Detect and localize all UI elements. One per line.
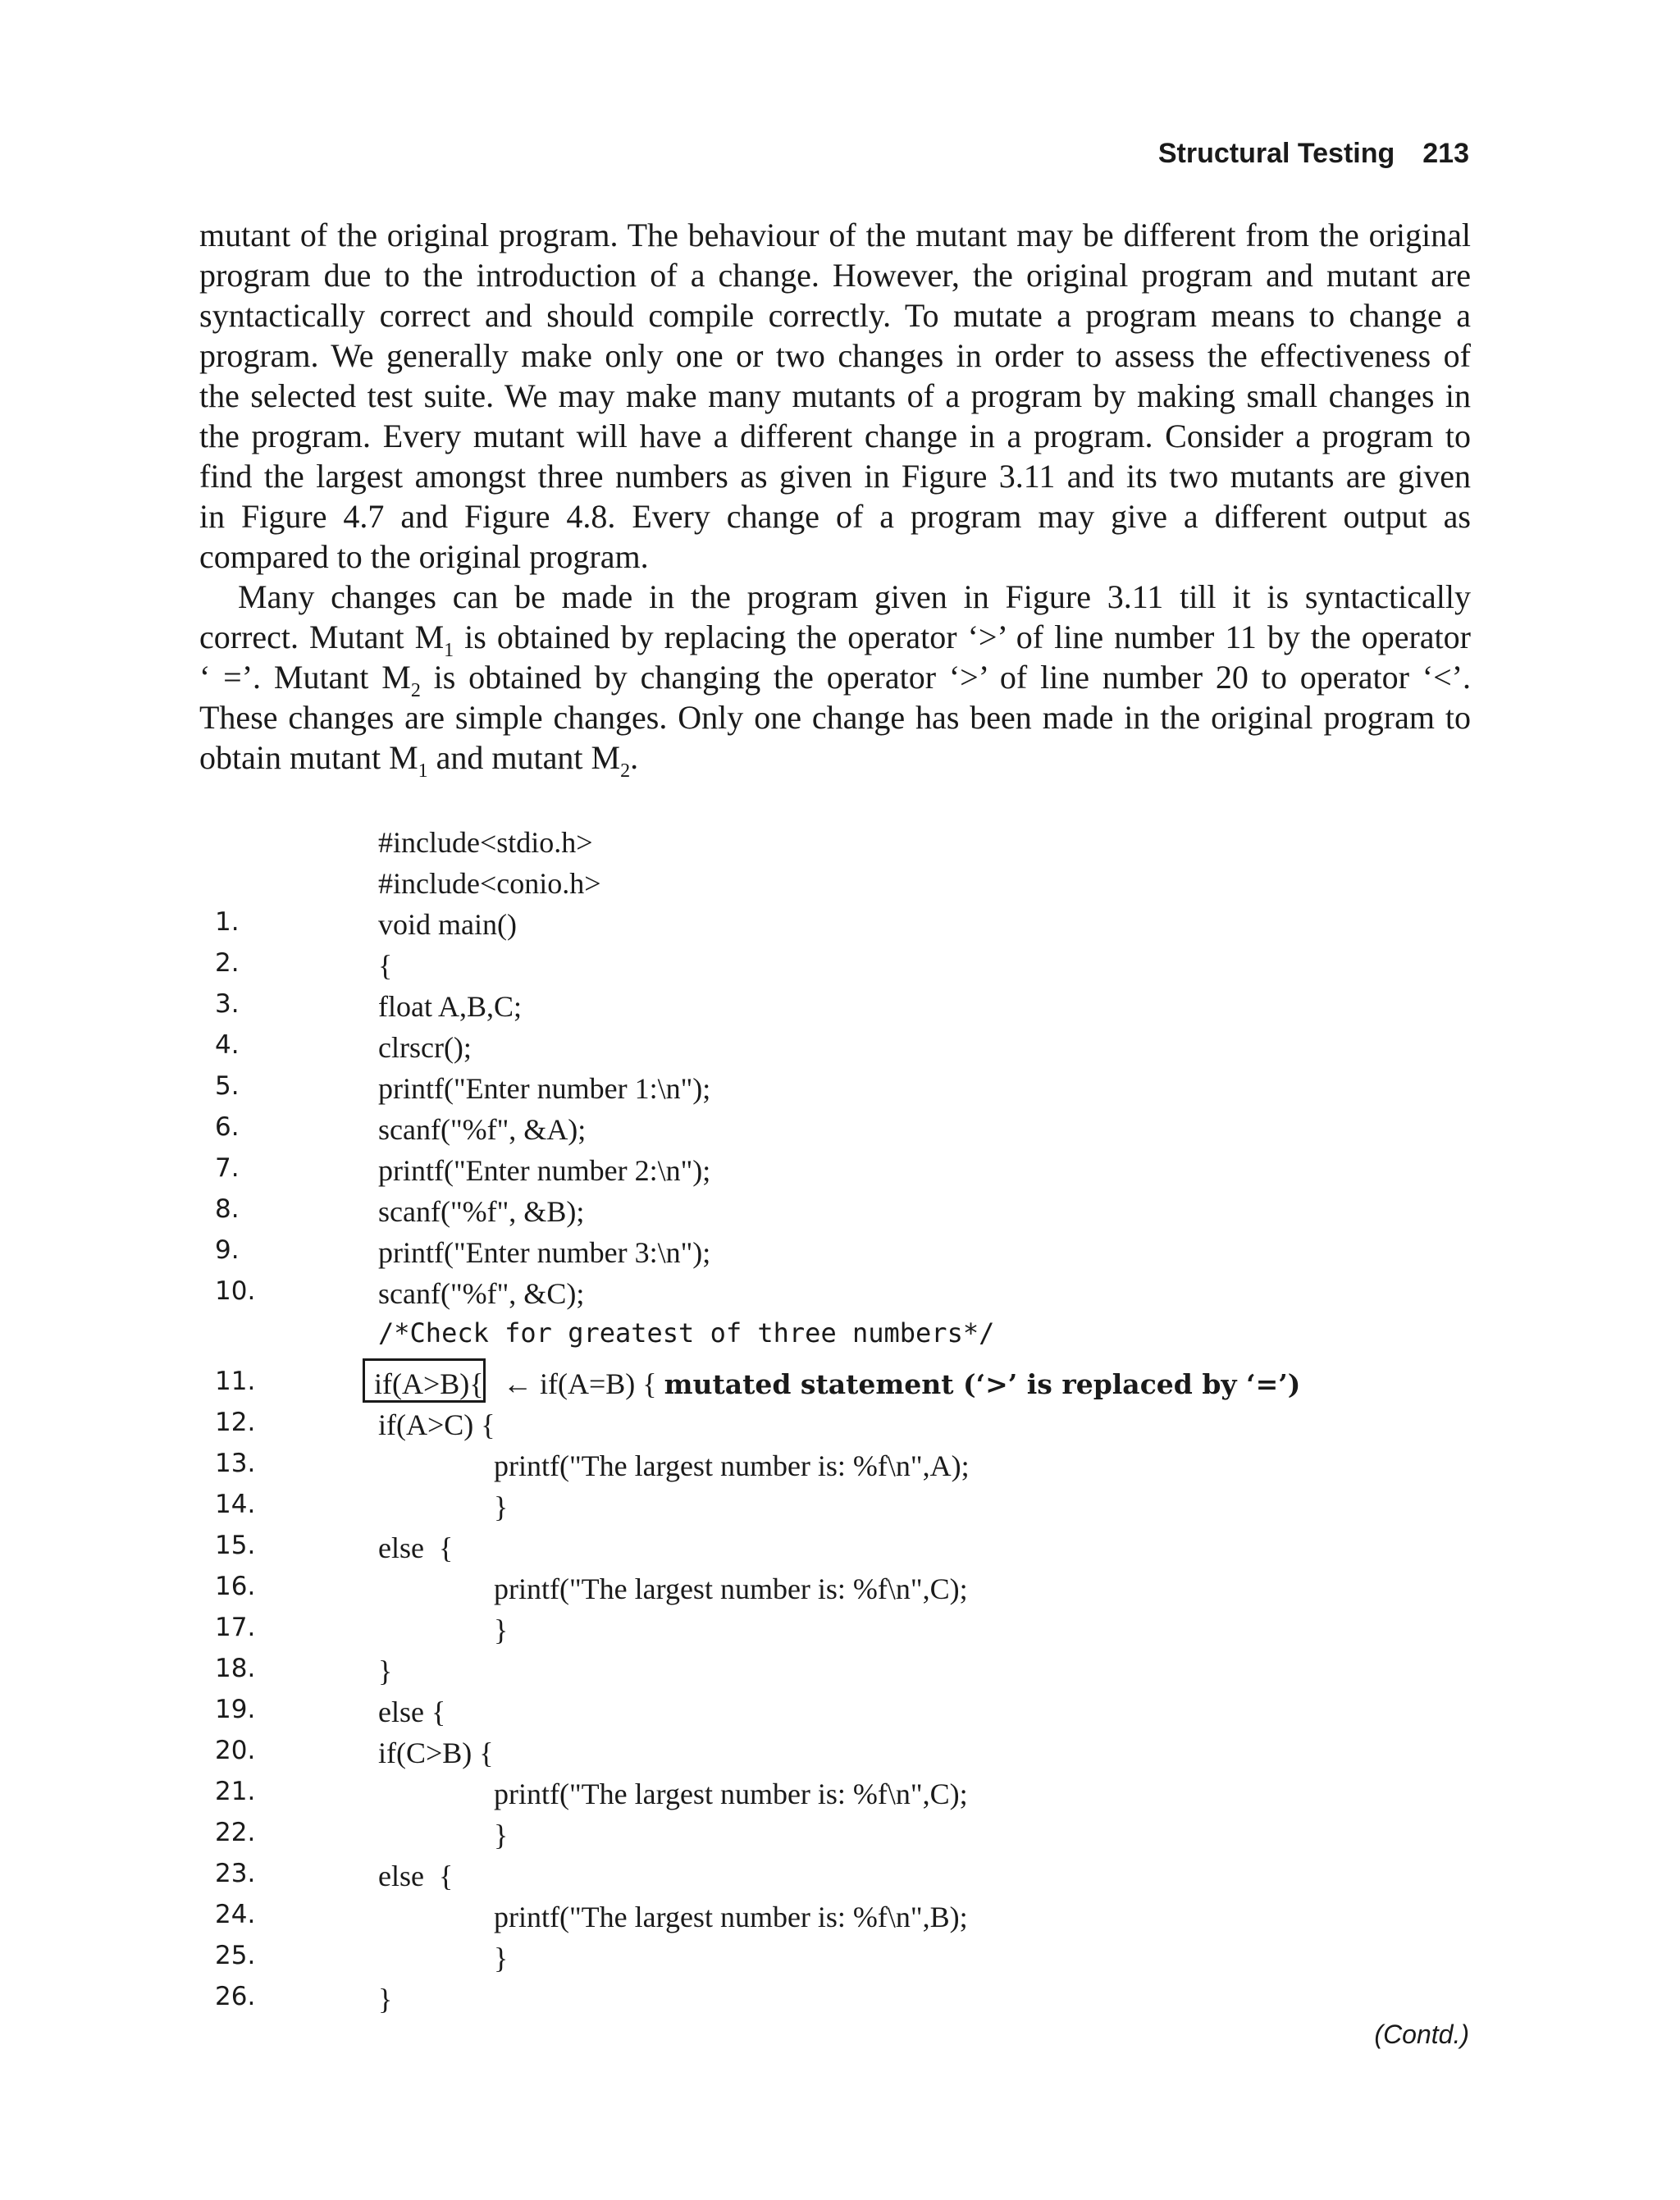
code-text: else { xyxy=(378,1860,454,1892)
code-text: printf("The largest number is: %f\n",B); xyxy=(494,1901,968,1933)
line-number: 1. xyxy=(215,907,240,937)
text-line: mutant of the original program. The behaviour of the mutant may be different from the original xyxy=(199,217,1471,253)
text-fragment: correct. Mutant M xyxy=(199,618,445,655)
code-text: } xyxy=(494,1613,509,1646)
line-number: 9. xyxy=(215,1235,240,1265)
code-text: printf("The largest number is: %f\n",A); xyxy=(494,1449,970,1482)
code-text: #include<conio.h> xyxy=(378,867,601,900)
annotation-code: ← if(A=B) { xyxy=(503,1367,664,1400)
code-text: scanf("%f", &A); xyxy=(378,1113,587,1146)
code-line xyxy=(0,1613,1680,1654)
code-line xyxy=(0,1490,1680,1531)
code-line xyxy=(0,1900,1680,1941)
text-line: the program. Every mutant will have a different change in a program. Consider a program to xyxy=(199,418,1471,454)
code-text: } xyxy=(494,1819,509,1851)
text-fragment: . xyxy=(630,739,639,776)
code-text: printf("Enter number 3:\n"); xyxy=(378,1236,711,1269)
line-number: 19. xyxy=(215,1695,256,1724)
code-text: { xyxy=(378,949,393,982)
line-number: 2. xyxy=(215,948,240,978)
code-line xyxy=(0,1695,1680,1736)
code-text: void main() xyxy=(378,908,517,941)
subscript: 1 xyxy=(418,760,428,782)
line-number: 25. xyxy=(215,1941,256,1970)
code-text: printf("The largest number is: %f\n",C); xyxy=(494,1778,968,1810)
code-text: float A,B,C; xyxy=(378,990,523,1023)
code-line xyxy=(0,825,1680,866)
code-line-mutated xyxy=(0,1367,1680,1408)
line-number: 14. xyxy=(215,1490,256,1519)
text-line xyxy=(199,697,1471,737)
code-text: scanf("%f", &B); xyxy=(378,1195,585,1228)
code-line xyxy=(0,948,1680,989)
code-text: } xyxy=(378,1655,393,1687)
line-number: 10. xyxy=(215,1276,256,1306)
line-number: 17. xyxy=(215,1613,256,1642)
annotation-label: mutated statement (‘>’ is replaced by ‘=’) xyxy=(664,1368,1301,1400)
code-text: clrscr(); xyxy=(378,1031,472,1064)
code-line xyxy=(0,1941,1680,1982)
line-number: 22. xyxy=(215,1818,256,1847)
code-text: else { xyxy=(378,1531,454,1564)
line-number: 21. xyxy=(215,1777,256,1806)
text-fragment: is obtained by replacing the operator ‘>’ of line number 11 by the operator xyxy=(454,618,1471,655)
code-text: printf("The largest number is: %f\n",C); xyxy=(494,1572,968,1605)
subscript: 1 xyxy=(444,640,454,661)
subscript: 2 xyxy=(410,680,421,701)
code-line xyxy=(0,1235,1680,1276)
paragraph-2 xyxy=(199,577,1471,782)
code-text: } xyxy=(378,1983,393,2015)
text-line xyxy=(199,577,1471,617)
code-line xyxy=(0,907,1680,948)
text-line: in Figure 4.7 and Figure 4.8. Every change of a program may give a different output as xyxy=(199,498,1471,535)
text-fragment: and mutant M xyxy=(427,739,621,776)
line-number: 8. xyxy=(215,1194,240,1224)
code-line xyxy=(0,1654,1680,1695)
line-number: 5. xyxy=(215,1071,240,1101)
code-comment: /*Check for greatest of three numbers*/ xyxy=(378,1317,995,1349)
text-fragment: Many changes can be made in the program given in Figure 3.11 till it is syntactically xyxy=(238,578,1471,615)
line-number: 4. xyxy=(215,1030,240,1060)
text-line: find the largest amongst three numbers as given in Figure 3.11 and its two mutants are given xyxy=(199,458,1471,495)
line-number: 13. xyxy=(215,1449,256,1478)
code-line xyxy=(0,1276,1680,1317)
text-fragment: ‘ =’. Mutant M xyxy=(199,659,411,696)
code-text: printf("Enter number 2:\n"); xyxy=(378,1154,711,1187)
code-line xyxy=(0,1194,1680,1235)
page-number: 213 xyxy=(1422,138,1469,169)
code-line xyxy=(0,866,1680,907)
code-line xyxy=(0,1777,1680,1818)
line-number: 23. xyxy=(215,1859,256,1888)
code-line xyxy=(0,1030,1680,1071)
code-comment-line xyxy=(0,1317,1680,1358)
text-line: program. We generally make only one or two changes in order to assess the effectiveness of xyxy=(199,337,1471,374)
continued-label: (Contd.) xyxy=(1374,2020,1469,2049)
paragraph-1 xyxy=(199,215,1471,577)
text-fragment: These changes are simple changes. Only one change has been made in the original program to xyxy=(199,699,1471,736)
running-head xyxy=(1158,138,1469,170)
text-line: program due to the introduction of a change. However, the original program and mutant are xyxy=(199,257,1471,294)
text-line: the selected test suite. We may make many mutants of a program by making small changes in xyxy=(199,377,1471,414)
code-line xyxy=(0,1982,1680,2023)
text-line xyxy=(199,657,1471,701)
line-number: 6. xyxy=(215,1112,240,1142)
code-text: } xyxy=(494,1942,509,1974)
text-fragment: obtain mutant M xyxy=(199,739,418,776)
code-line xyxy=(0,1408,1680,1449)
code-line xyxy=(0,1112,1680,1153)
code-text: if(A>B){ xyxy=(374,1367,484,1400)
code-text: if(C>B) { xyxy=(378,1737,494,1769)
code-line xyxy=(0,1572,1680,1613)
code-text: } xyxy=(494,1490,509,1523)
code-line xyxy=(0,1818,1680,1859)
text-line xyxy=(199,617,1471,661)
line-number: 20. xyxy=(215,1736,256,1765)
section-title: Structural Testing xyxy=(1157,138,1395,169)
code-line xyxy=(0,1859,1680,1900)
line-number: 26. xyxy=(215,1982,256,2011)
mutation-annotation xyxy=(503,1367,1300,1401)
code-line xyxy=(0,1449,1680,1490)
code-text: #include<stdio.h> xyxy=(378,826,593,859)
code-text: else { xyxy=(378,1696,446,1728)
code-text: if(A>C) { xyxy=(378,1408,495,1441)
line-number: 7. xyxy=(215,1153,240,1183)
line-number: 24. xyxy=(215,1900,256,1929)
code-line xyxy=(0,1736,1680,1777)
line-number: 15. xyxy=(215,1531,256,1560)
code-text: scanf("%f", &C); xyxy=(378,1277,585,1310)
code-line xyxy=(0,1531,1680,1572)
code-line xyxy=(0,1153,1680,1194)
code-line xyxy=(0,989,1680,1030)
line-number: 11. xyxy=(215,1367,256,1396)
line-number: 3. xyxy=(215,989,240,1019)
line-number: 12. xyxy=(215,1408,256,1437)
code-text: printf("Enter number 1:\n"); xyxy=(378,1072,711,1105)
text-line: compared to the original program. xyxy=(199,538,649,575)
line-number: 18. xyxy=(215,1654,256,1683)
line-number: 16. xyxy=(215,1572,256,1601)
code-line xyxy=(0,1071,1680,1112)
text-line xyxy=(199,737,1471,782)
text-line: syntactically correct and should compile correctly. To mutate a program means to change a xyxy=(199,297,1471,334)
subscript: 2 xyxy=(620,760,631,782)
text-fragment: is obtained by changing the operator ‘>’ of line number 20 to operator ‘<’. xyxy=(420,659,1471,696)
